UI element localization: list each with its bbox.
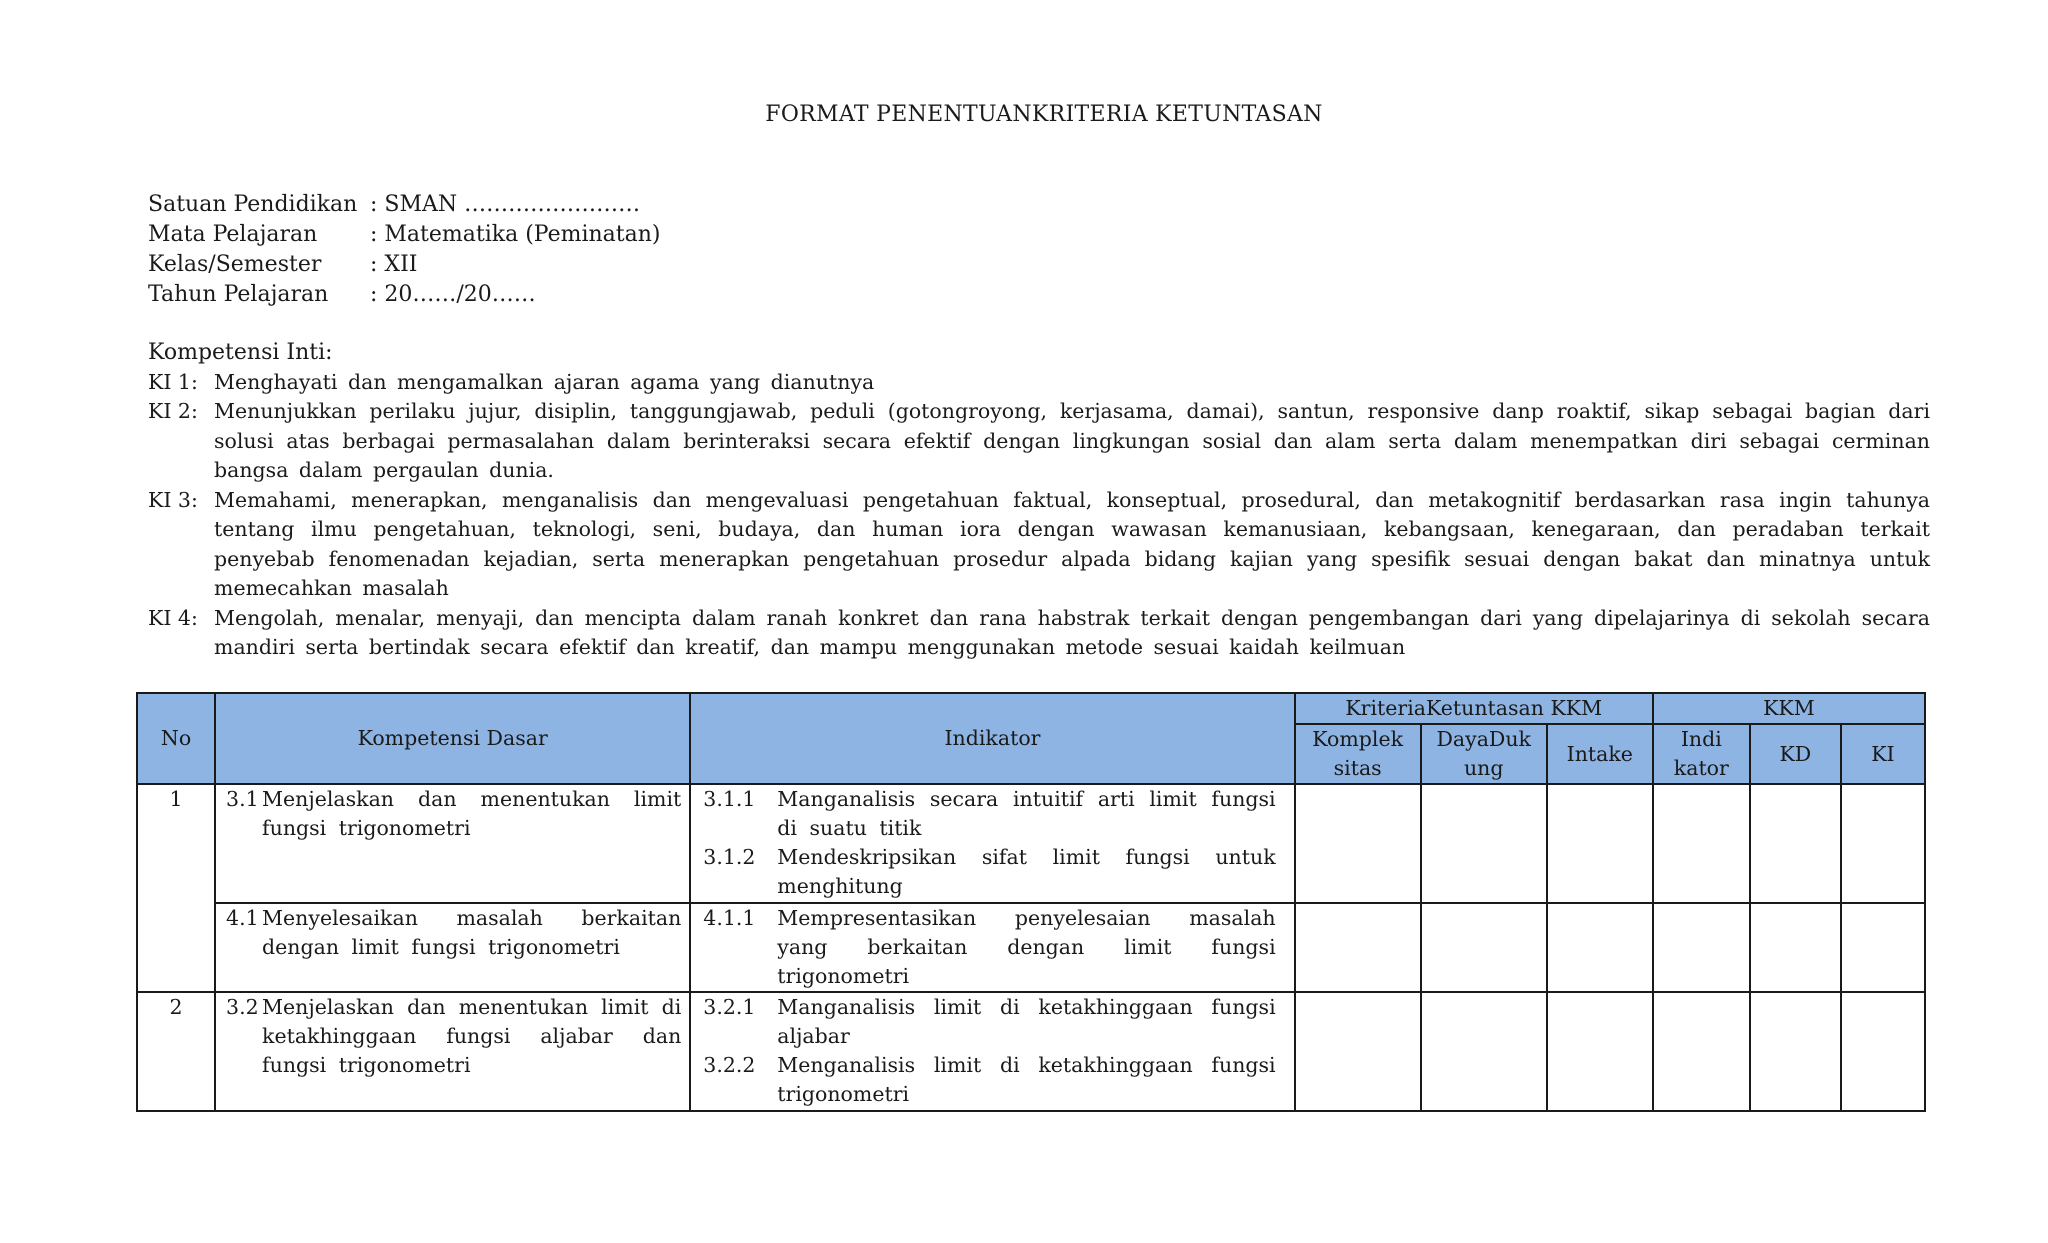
meta-row-tahun xyxy=(148,280,661,310)
kd-kkm-cell[interactable] xyxy=(1750,903,1841,992)
kd-number: 4.1 xyxy=(226,906,259,930)
meta-label: Tahun Pelajaran xyxy=(148,282,329,307)
row-number: 1 xyxy=(137,784,215,992)
indikator-text: Manganalisis limit di ketakhinggaan fungsi aljabar xyxy=(777,995,1276,1048)
header-line: ung xyxy=(1463,756,1504,780)
header-kd-kkm: KD xyxy=(1750,724,1841,784)
header-intake: Intake xyxy=(1547,724,1653,784)
meta-value: : XII xyxy=(370,252,418,277)
intake-cell[interactable] xyxy=(1547,903,1653,992)
ki-item xyxy=(148,486,1930,604)
header-ki-kkm: KI xyxy=(1841,724,1925,784)
meta-label: Kelas/Semester xyxy=(148,252,322,277)
indikator-item xyxy=(691,843,1293,901)
indikator-cell xyxy=(690,903,1294,992)
table-row xyxy=(137,992,1925,1111)
indikator-item xyxy=(691,785,1293,843)
indikator-text: Menganalisis limit di ketakhinggaan fungsi trigonometri xyxy=(777,1053,1276,1106)
kd-cell xyxy=(215,784,690,903)
indikator-number: 3.1.1 xyxy=(703,787,756,811)
header-indikator-kkm xyxy=(1653,724,1750,784)
header-line: Komplek xyxy=(1312,727,1404,751)
ki-text: Menunjukkan perilaku jujur, disiplin, tanggungjawab, peduli (gotongroyong, kerjasama, damai), santun, responsive danp roaktif, sikap sebagai bagian dari solusi atas berbagai permasalahan dalam berinteraksi secara efektif dengan lingkungan sosial dan alam serta dalam menempatkan diri sebagai cerminan bangsa dalam pergaulan dunia. xyxy=(214,399,1930,482)
ki-code: KI 1: xyxy=(148,369,198,394)
indikator-kkm-cell[interactable] xyxy=(1653,903,1750,992)
indikator-text: Manganalisis secara intuitif arti limit fungsi di suatu titik xyxy=(777,787,1276,840)
header-line: sitas xyxy=(1333,756,1382,780)
daya-dukung-cell[interactable] xyxy=(1421,992,1547,1111)
intake-cell[interactable] xyxy=(1547,784,1653,903)
ki-code: KI 2: xyxy=(148,399,198,423)
meta-value: : SMAN …………………… xyxy=(370,192,641,217)
header-line: Indi xyxy=(1680,727,1722,751)
indikator-cell xyxy=(690,992,1294,1111)
daya-dukung-cell[interactable] xyxy=(1421,784,1547,903)
kompetensi-inti-section xyxy=(148,338,1930,663)
header-line: kator xyxy=(1673,756,1729,780)
page-title: FORMAT PENENTUANKRITERIA KETUNTASAN xyxy=(765,102,1323,127)
ki-code: KI 4: xyxy=(148,605,198,630)
header-kompetensi-dasar: Kompetensi Dasar xyxy=(215,693,690,784)
kd-cell xyxy=(215,903,690,992)
ki-code: KI 3: xyxy=(148,487,198,512)
ki-kkm-cell[interactable] xyxy=(1841,903,1925,992)
meta-row-mapel xyxy=(148,220,661,250)
indikator-number: 4.1.1 xyxy=(703,906,756,930)
header-kriteria-ketuntasan: KriteriaKetuntasan KKM xyxy=(1295,693,1653,724)
kd-cell xyxy=(215,992,690,1111)
kompleksitas-cell[interactable] xyxy=(1295,784,1421,903)
daya-dukung-cell[interactable] xyxy=(1421,903,1547,992)
kd-text: Menyelesaikan masalah berkaitan dengan limit fungsi trigonometri xyxy=(262,906,682,959)
kkm-table xyxy=(136,692,1926,1112)
ki-item xyxy=(148,368,1930,398)
meta-label: Satuan Pendidikan xyxy=(148,192,358,217)
indikator-number: 3.1.2 xyxy=(703,845,756,869)
kd-kkm-cell[interactable] xyxy=(1750,992,1841,1111)
identity-block xyxy=(148,190,661,310)
header-no: No xyxy=(137,693,215,784)
meta-value: : 20……/20…… xyxy=(370,282,536,307)
meta-label: Mata Pelajaran xyxy=(148,222,318,247)
indikator-item xyxy=(691,1051,1293,1109)
indikator-cell xyxy=(690,784,1294,903)
header-indikator: Indikator xyxy=(690,693,1294,784)
kd-number: 3.2 xyxy=(226,995,259,1019)
ki-kkm-cell[interactable] xyxy=(1841,784,1925,903)
header-daya-dukung xyxy=(1421,724,1547,784)
kd-item xyxy=(216,993,689,1080)
indikator-item xyxy=(691,993,1293,1051)
ki-item xyxy=(148,397,1930,486)
meta-row-satuan xyxy=(148,190,661,220)
ki-text: Menghayati dan mengamalkan ajaran agama yang dianutnya xyxy=(214,369,875,394)
kd-number: 3.1 xyxy=(226,787,259,811)
ki-item xyxy=(148,604,1930,663)
ki-text: Memahami, menerapkan, menganalisis dan mengevaluasi pengetahuan faktual, konseptual, prosedural, dan metakognitif berdasarkan rasa ingin tahunya tentang ilmu pengetahuan, teknologi, seni, budaya, dan human iora dengan wawasan kemanusiaan, kebangsaan, kenegaraan, dan peradaban terkait penyebab fenomenadan kejadian, serta menerapkan pengetahuan prosedur alpada bidang kajian yang spesifik sesuai dengan bakat dan minatnya untuk memecahkan masalah xyxy=(214,487,1930,600)
indikator-item xyxy=(691,904,1293,991)
kd-kkm-cell[interactable] xyxy=(1750,784,1841,903)
kompleksitas-cell[interactable] xyxy=(1295,903,1421,992)
table-row xyxy=(137,903,1925,992)
kompleksitas-cell[interactable] xyxy=(1295,992,1421,1111)
header-kkm: KKM xyxy=(1653,693,1925,724)
meta-value: : Matematika (Peminatan) xyxy=(370,222,661,247)
ki-heading: Kompetensi Inti: xyxy=(148,340,333,365)
ki-text: Mengolah, menalar, menyaji, dan mencipta dalam ranah konkret dan rana habstrak terkait dengan pengembangan dari yang dipelajarinya di sekolah secara mandiri serta bertindak secara efektif dan kreatif, dan mampu menggunakan metode sesuai kaidah keilmuan xyxy=(214,605,1930,659)
meta-row-kelas xyxy=(148,250,661,280)
row-number: 2 xyxy=(137,992,215,1111)
ki-kkm-cell[interactable] xyxy=(1841,992,1925,1111)
table-row xyxy=(137,784,1925,903)
indikator-text: Mempresentasikan penyelesaian masalah yang berkaitan dengan limit fungsi trigonometri xyxy=(777,906,1276,988)
kd-item xyxy=(216,785,689,843)
indikator-text: Mendeskripsikan sifat limit fungsi untuk menghitung xyxy=(777,845,1276,898)
header-line: DayaDuk xyxy=(1436,727,1531,751)
indikator-kkm-cell[interactable] xyxy=(1653,784,1750,903)
indikator-kkm-cell[interactable] xyxy=(1653,992,1750,1111)
header-kompleksitas xyxy=(1295,724,1421,784)
intake-cell[interactable] xyxy=(1547,992,1653,1111)
kd-text: Menjelaskan dan menentukan limit fungsi trigonometri xyxy=(262,787,682,840)
kd-text: Menjelaskan dan menentukan limit di ketakhinggaan fungsi aljabar dan fungsi trigonometri xyxy=(262,995,682,1077)
indikator-number: 3.2.2 xyxy=(703,1053,756,1077)
kd-item xyxy=(216,904,689,962)
indikator-number: 3.2.1 xyxy=(703,995,756,1019)
